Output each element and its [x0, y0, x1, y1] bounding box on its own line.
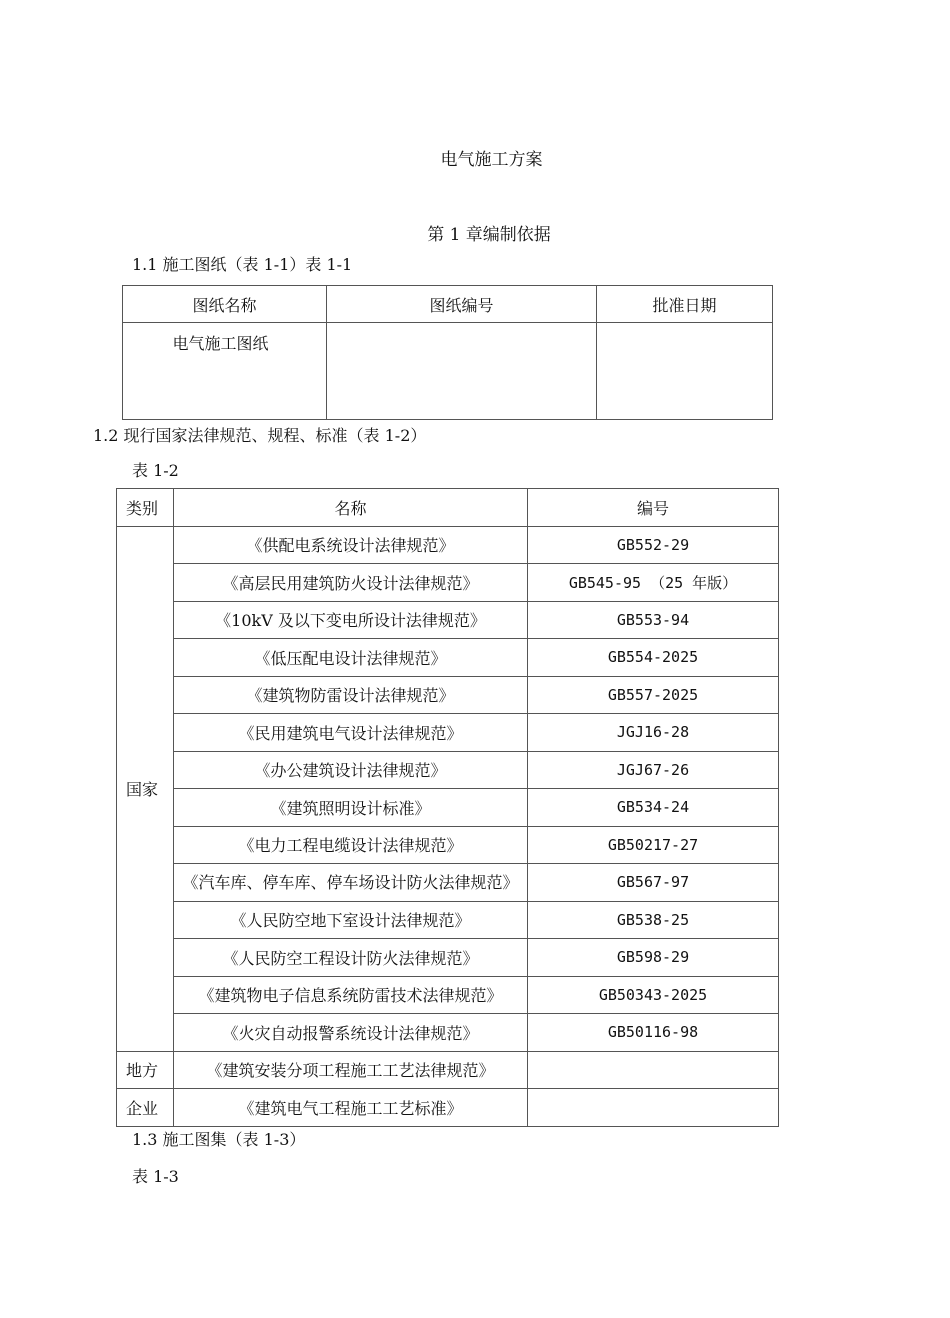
- table-row: [117, 939, 779, 977]
- table-row: [117, 714, 779, 752]
- table-cell: [123, 323, 327, 420]
- standard-code: GB554-2025: [528, 639, 779, 677]
- section-1-2-heading: 1.2 现行国家法律规范、规程、标准（表 1-2）: [93, 426, 427, 445]
- standard-name: 《办公建筑设计法律规范》: [174, 751, 528, 789]
- standard-code: [528, 1051, 779, 1089]
- table-row: [117, 976, 779, 1014]
- category-cell: 国家: [117, 526, 174, 1051]
- standard-code: GB50116-98: [528, 1014, 779, 1052]
- table-header-row: [117, 489, 779, 527]
- standard-code: JGJ67-26: [528, 751, 779, 789]
- drawing-name: 电气施工图纸: [172, 334, 269, 353]
- standard-code: GB553-94: [528, 601, 779, 639]
- standard-name: 《汽车库、停车库、停车场设计防火法律规范》: [174, 864, 528, 902]
- standard-code: [528, 1089, 779, 1127]
- table-row: [117, 1014, 779, 1052]
- standard-name: 《火灾自动报警系统设计法律规范》: [174, 1014, 528, 1052]
- standard-name: 《低压配电设计法律规范》: [174, 639, 528, 677]
- table-row: [117, 1051, 779, 1089]
- standard-name: 《建筑物电子信息系统防雷技术法律规范》: [174, 976, 528, 1014]
- standard-name: 《10kV 及以下变电所设计法律规范》: [174, 601, 528, 639]
- standard-name: 《民用建筑电气设计法律规范》: [174, 714, 528, 752]
- header-cell: 图纸名称: [123, 286, 327, 323]
- table-cell: [597, 323, 773, 420]
- standard-name: 《建筑安装分项工程施工工艺法律规范》: [174, 1051, 528, 1089]
- header-cell: 类别: [117, 489, 174, 527]
- table-row: [117, 864, 779, 902]
- table-row: [117, 789, 779, 827]
- drawings-table: [122, 285, 773, 420]
- standard-name: 《建筑电气工程施工工艺标准》: [174, 1089, 528, 1127]
- header-cell: 编号: [528, 489, 779, 527]
- table-row: [117, 826, 779, 864]
- standard-name: 《人民防空地下室设计法律规范》: [174, 901, 528, 939]
- table-cell: [327, 323, 597, 420]
- standard-name: 《人民防空工程设计防火法律规范》: [174, 939, 528, 977]
- table-row: [117, 601, 779, 639]
- table-row: [123, 323, 773, 420]
- chapter-heading: 第 1 章编制依据: [427, 225, 551, 245]
- table-row: [117, 564, 779, 602]
- standard-name: 《高层民用建筑防火设计法律规范》: [174, 564, 528, 602]
- standard-name: 《建筑照明设计标准》: [174, 789, 528, 827]
- standard-code: GB552-29: [528, 526, 779, 564]
- table-row: [117, 1089, 779, 1127]
- table-row: [117, 676, 779, 714]
- table-row: [117, 639, 779, 677]
- header-cell: 图纸编号: [327, 286, 597, 323]
- standard-name: 《供配电系统设计法律规范》: [174, 526, 528, 564]
- table-row: [117, 526, 779, 564]
- header-cell: 名称: [174, 489, 528, 527]
- table-caption: 表 1-3: [132, 1167, 179, 1186]
- standard-code: JGJ16-28: [528, 714, 779, 752]
- standard-code: GB598-29: [528, 939, 779, 977]
- table-header-row: [123, 286, 773, 323]
- standards-table: [116, 488, 779, 1127]
- table-caption: 表 1-2: [132, 461, 179, 480]
- category-cell: 地方: [117, 1051, 174, 1089]
- standard-code: GB545-95 （25 年版）: [528, 564, 779, 602]
- standard-code: GB538-25: [528, 901, 779, 939]
- header-cell: 批准日期: [597, 286, 773, 323]
- standard-code: GB50217-27: [528, 826, 779, 864]
- standard-code: GB557-2025: [528, 676, 779, 714]
- table-row: [117, 901, 779, 939]
- standard-code: GB567-97: [528, 864, 779, 902]
- section-1-1-heading: 1.1 施工图纸（表 1-1）表 1-1: [132, 255, 353, 274]
- standard-code: GB50343-2025: [528, 976, 779, 1014]
- category-cell: 企业: [117, 1089, 174, 1127]
- standard-name: 《电力工程电缆设计法律规范》: [174, 826, 528, 864]
- section-1-3-heading: 1.3 施工图集（表 1-3）: [132, 1130, 306, 1149]
- document-title: 电气施工方案: [440, 150, 543, 170]
- standard-code: GB534-24: [528, 789, 779, 827]
- table-row: [117, 751, 779, 789]
- standard-name: 《建筑物防雷设计法律规范》: [174, 676, 528, 714]
